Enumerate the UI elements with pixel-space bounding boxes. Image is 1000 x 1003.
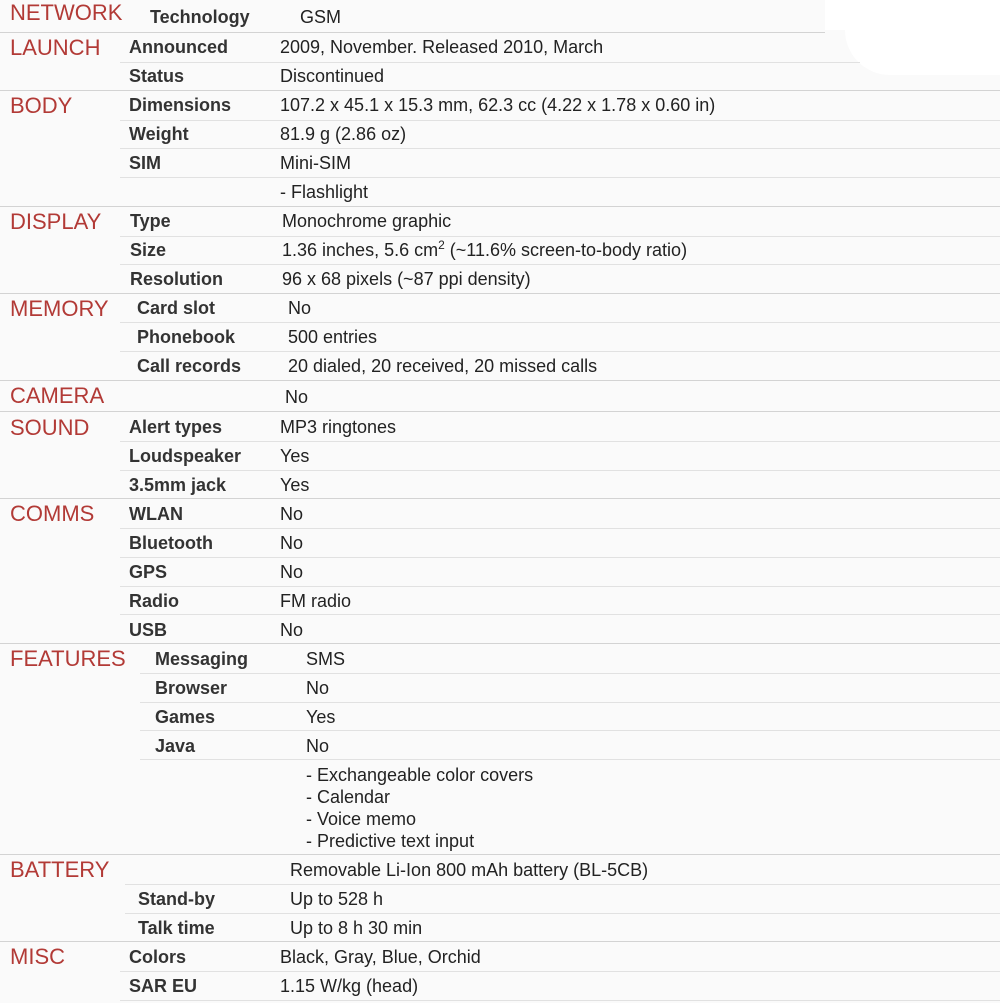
separator-network [0, 32, 825, 33]
spec-value-talk-time: Up to 8 h 30 min [290, 918, 423, 938]
spec-label-bluetooth: Bluetooth [129, 533, 213, 553]
spec-label-sim: SIM [129, 153, 162, 173]
section-title-comms: COMMS [10, 501, 95, 526]
spec-label-resolution: Resolution [130, 269, 223, 289]
separator-row [120, 177, 1000, 178]
spec-label-java: Java [155, 736, 196, 756]
feature-list-item: - Voice memo [306, 809, 417, 829]
separator-camera [0, 411, 1000, 412]
section-title-memory: MEMORY [10, 296, 109, 321]
separator-row [120, 614, 1000, 615]
spec-value-sim: Mini-SIM [280, 153, 351, 173]
spec-value-size [282, 239, 687, 261]
separator-row [120, 1000, 1000, 1001]
separator-battery [0, 941, 1000, 942]
spec-label-wlan: WLAN [129, 504, 183, 524]
separator-memory [0, 380, 1000, 381]
spec-label-dimensions: Dimensions [129, 95, 232, 115]
spec-label-card-slot: Card slot [137, 298, 216, 318]
spec-label-games: Games [155, 707, 216, 727]
separator-row [140, 673, 1000, 674]
spec-value-wlan: No [280, 504, 304, 524]
separator-row [120, 120, 1000, 121]
spec-label-usb: USB [129, 620, 168, 640]
spec-label-loudspeaker: Loudspeaker [129, 446, 242, 466]
separator-row [120, 148, 1000, 149]
spec-label-announced: Announced [129, 37, 228, 57]
spec-value-dimensions: 107.2 x 45.1 x 15.3 mm, 62.3 cc (4.22 x 1.78 x 0.60 in) [280, 95, 716, 115]
page-edge-top-right-curve [845, 30, 1000, 75]
section-title-sound: SOUND [10, 415, 90, 440]
spec-value-announced: 2009, November. Released 2010, March [280, 37, 604, 57]
spec-value-technology: GSM [300, 7, 342, 27]
separator-row [120, 528, 1000, 529]
separator-row [125, 913, 1000, 914]
spec-label-gps: GPS [129, 562, 168, 582]
spec-value-card-slot: No [288, 298, 312, 318]
section-title-misc: MISC [10, 944, 65, 969]
spec-value-bluetooth: No [280, 533, 304, 553]
separator-row [120, 322, 1000, 323]
spec-value-camera: No [285, 387, 309, 407]
separator-row [120, 441, 1000, 442]
spec-value-sar-eu: 1.15 W/kg (head) [280, 976, 419, 996]
spec-label-messaging: Messaging [155, 649, 249, 669]
separator-row [140, 759, 1000, 760]
spec-value-colors: Black, Gray, Blue, Orchid [280, 947, 481, 967]
spec-label-call-records: Call records [137, 356, 242, 376]
spec-value-phonebook: 500 entries [288, 327, 378, 347]
spec-label-colors: Colors [129, 947, 187, 967]
spec-value-games: Yes [306, 707, 336, 727]
separator-launch [0, 90, 1000, 91]
separator-row [120, 586, 1000, 587]
spec-value-alert-types: MP3 ringtones [280, 417, 397, 437]
spec-label-weight: Weight [129, 124, 189, 144]
spec-value-size-superscript: 2 [438, 238, 445, 252]
spec-value-usb: No [280, 620, 304, 640]
separator-body [0, 206, 1000, 207]
spec-value-3-5mm-jack: Yes [280, 475, 310, 495]
spec-value-java: No [306, 736, 330, 756]
spec-value-gps: No [280, 562, 304, 582]
spec-label-technology: Technology [150, 7, 250, 27]
separator-row [120, 557, 1000, 558]
separator-row [140, 702, 1000, 703]
separator-row [120, 971, 1000, 972]
spec-label-alert-types: Alert types [129, 417, 223, 437]
spec-value-battery-type: Removable Li-Ion 800 mAh battery (BL-5CB) [290, 860, 649, 880]
spec-label-3-5mm-jack: 3.5mm jack [129, 475, 227, 495]
separator-row [120, 470, 1000, 471]
spec-label-status: Status [129, 66, 185, 86]
spec-label-phonebook: Phonebook [137, 327, 235, 347]
separator-features [0, 854, 1000, 855]
separator-display [0, 293, 1000, 294]
separator-row [120, 236, 1000, 237]
section-title-body: BODY [10, 93, 73, 118]
spec-value-messaging: SMS [306, 649, 346, 669]
spec-value-radio: FM radio [280, 591, 352, 611]
separator-comms [0, 643, 1000, 644]
spec-value-browser: No [306, 678, 330, 698]
feature-list-item: - Predictive text input [306, 831, 475, 851]
spec-label-talk-time: Talk time [138, 918, 215, 938]
separator-row [140, 730, 1000, 731]
spec-value-call-records: 20 dialed, 20 received, 20 missed calls [288, 356, 598, 376]
spec-value-size-main: 1.36 inches, 5.6 cm [282, 240, 439, 260]
spec-value-resolution: 96 x 68 pixels (~87 ppi density) [282, 269, 531, 289]
spec-value-loudspeaker: Yes [280, 446, 310, 466]
feature-list-item: - Exchangeable color covers [306, 765, 534, 785]
separator-row [125, 884, 1000, 885]
spec-label-sar-eu: SAR EU [129, 976, 198, 996]
section-title-network: NETWORK [10, 0, 123, 25]
spec-value-weight: 81.9 g (2.86 oz) [280, 124, 407, 144]
separator-row [120, 264, 1000, 265]
separator-row [120, 62, 860, 63]
spec-value-type: Monochrome graphic [282, 211, 452, 231]
section-title-launch: LAUNCH [10, 35, 101, 60]
spec-label-radio: Radio [129, 591, 180, 611]
spec-label-browser: Browser [155, 678, 228, 698]
spec-value-stand-by: Up to 528 h [290, 889, 384, 909]
section-title-display: DISPLAY [10, 209, 102, 234]
separator-sound [0, 498, 1000, 499]
spec-value-feature-list [306, 764, 533, 852]
separator-row [120, 351, 1000, 352]
spec-label-type: Type [130, 211, 171, 231]
spec-value-status: Discontinued [280, 66, 385, 86]
section-title-camera: CAMERA [10, 383, 105, 408]
spec-value-body-extra: - Flashlight [280, 182, 369, 202]
spec-label-stand-by: Stand-by [138, 889, 216, 909]
page-edge-top-right [825, 0, 1000, 30]
spec-label-size: Size [130, 240, 167, 260]
section-title-features: FEATURES [10, 646, 126, 671]
spec-value-size-ratio: (~11.6% screen-to-body ratio) [444, 240, 688, 260]
feature-list-item: - Calendar [306, 787, 391, 807]
section-title-battery: BATTERY [10, 857, 110, 882]
